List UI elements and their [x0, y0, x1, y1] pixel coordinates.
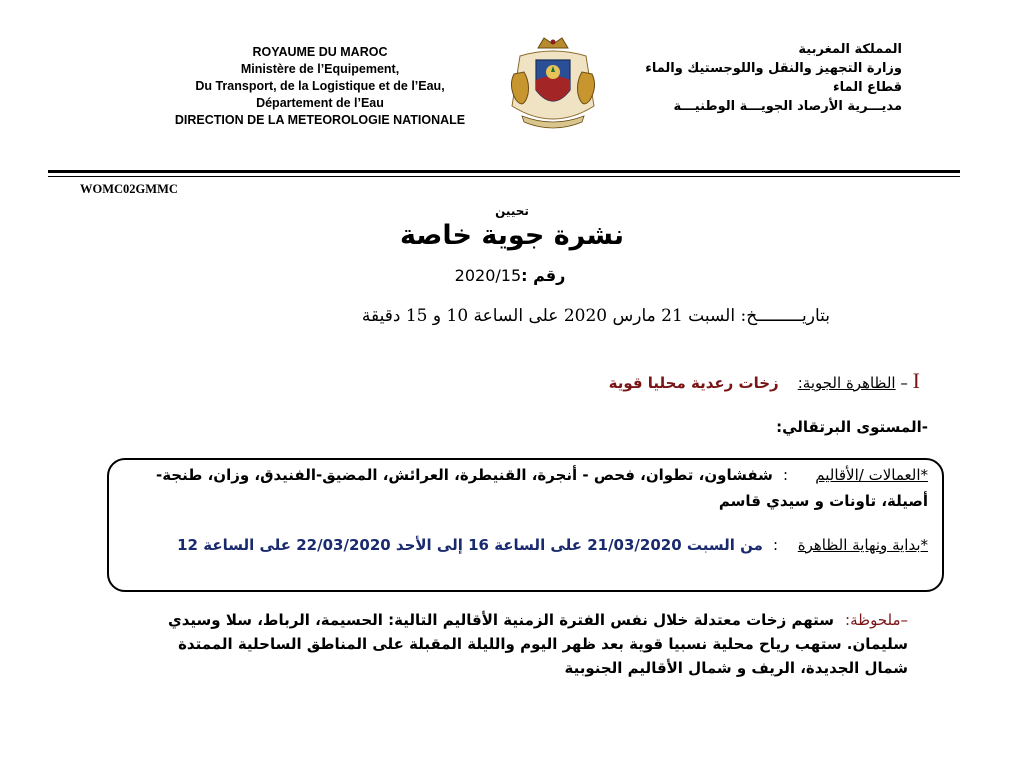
phenomenon-value: زخات رعدية محليا قوية — [608, 374, 779, 392]
regions-label: *العمالات /الأقاليم — [815, 466, 928, 484]
header-divider-thick — [48, 170, 960, 173]
ar-header-line: وزارة التجهيز والنقل واللوجستيك والماء — [645, 61, 902, 76]
update-label: تحيين — [495, 204, 529, 218]
fr-header-line: ROYAUME DU MAROC — [252, 45, 388, 59]
french-header — [140, 44, 500, 129]
fr-header-line: Du Transport, de la Logistique et de l’Eau, — [195, 79, 445, 93]
bulletin-date: بتاريـــــــــخ: السبت 21 مارس 2020 على الساعة 10 و 15 دقيقة — [361, 306, 830, 326]
number-label: رقم : — [521, 266, 566, 285]
bulletin-number — [400, 266, 620, 285]
coat-of-arms-icon — [500, 36, 606, 132]
regions-row: *العمالات /الأقاليم:شفشاون، تطوان، فحص - أنجرة، القنيطرة، العرائش، المضيق-الفنيدق، وزان، طنجة-أصيلة، تاونات و سيدي قاسم — [150, 462, 928, 514]
ar-header-line: قطاع الماء — [832, 80, 902, 95]
period-row: *بداية ونهاية الظاهرة:من السبت 21/03/2020 على الساعة 16 إلى الأحد 22/03/2020 على الساعة 12 — [177, 536, 928, 554]
period-value: من السبت 21/03/2020 على الساعة 16 إلى الأحد 22/03/2020 على الساعة 12 — [177, 536, 763, 554]
fr-header-line: DIRECTION DE LA METEOROLOGIE NATIONALE — [174, 113, 466, 127]
note-text: ستهم زخات معتدلة خلال نفس الفترة الزمنية الأقاليم التالية: الحسيمة، الرباط، سلا وسيدي سليمان. ستهب رياح محلية نسبيا قوية بعد ظهر اليوم والليلة المقبلة على المناطق الساحلية الممتدة شمال الجديدة، الريف و شمال الأقاليم الجنوبية — [168, 611, 908, 677]
fr-header-line: Ministère de l’Equipement, — [240, 62, 400, 76]
ar-header-line: المملكة المغربية — [798, 42, 902, 57]
section-dash: – — [900, 374, 908, 392]
fr-header-line: Département de l’Eau — [256, 96, 384, 110]
regions-value: شفشاون، تطوان، فحص - أنجرة، القنيطرة، العرائش، المضيق-الفنيدق، وزان، طنجة-أصيلة، تاونات و سيدي قاسم — [155, 466, 928, 510]
alert-level: -المستوى البرتقالي: — [776, 418, 928, 436]
arabic-header — [640, 40, 902, 116]
bulletin-code: WOMC02GMMC — [80, 182, 178, 196]
ar-header-line: مديـــرية الأرصاد الجويـــة الوطنيـــة — [673, 99, 902, 114]
note-label: –ملحوظة: — [845, 611, 908, 629]
section-phenomenon — [560, 368, 920, 394]
period-label: *بداية ونهاية الظاهرة — [797, 536, 928, 554]
phenomenon-label: الظاهرة الجوية: — [797, 374, 896, 392]
number-value: 2020/15 — [454, 266, 522, 285]
header-divider-thin — [48, 176, 960, 177]
bulletin-title: نشرة جوية خاصة — [399, 220, 625, 251]
section-numeral: I — [912, 368, 920, 393]
note-paragraph — [160, 608, 908, 680]
